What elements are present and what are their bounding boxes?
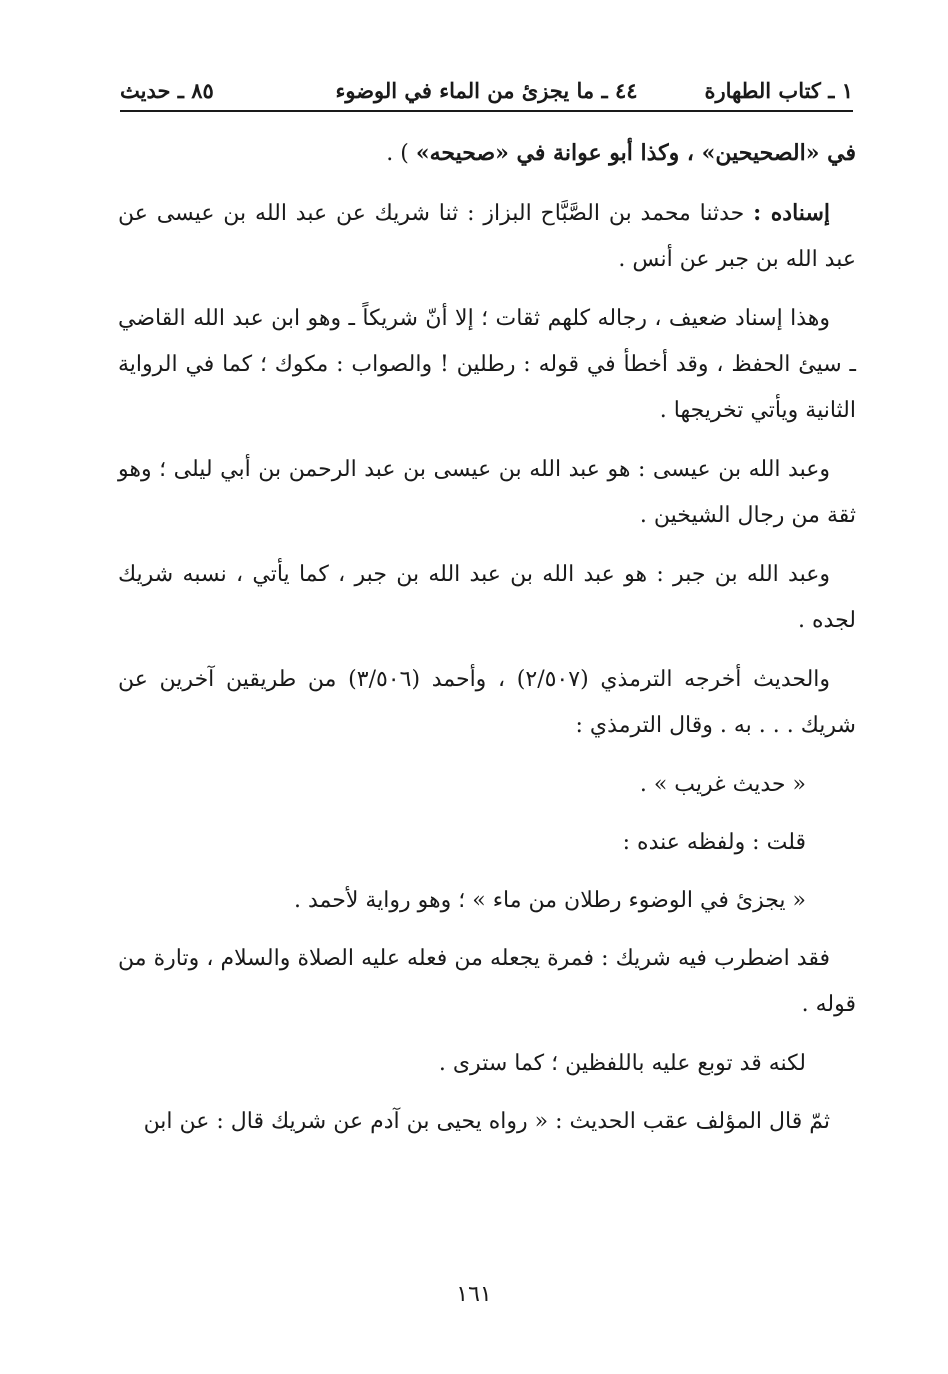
paragraph-isnad xyxy=(118,190,856,283)
page-number: ١٦١ xyxy=(456,1282,492,1307)
paragraph-takhrij: والحديث أخرجه الترمذي (٢/٥٠٧) ، وأحمد (٣/٥٠٦) من طريقين آخرين عن شريك . . . به . وقال الترمذي : xyxy=(118,667,856,738)
bold-lead: في «الصحيحين» ، وكذا أبو عوانة في «صحيحه» xyxy=(415,140,856,166)
running-header xyxy=(120,68,853,112)
paragraph-text: حدثنا محمد بن الصَّبَّاح البزاز : ثنا شريك عن عبد الله بن عيسى عن عبد الله بن جبر عن أنس . xyxy=(118,201,856,272)
quote-hadith-text: « يجزئ في الوضوء رطلان من ماء » ؛ وهو رواية لأحمد . xyxy=(294,888,806,913)
paragraph-narrator-ibn-jabr: وعبد الله بن جبر : هو عبد الله بن عبد الله بن جبر ، كما يأتي ، نسبه شريك لجده . xyxy=(118,562,856,633)
paragraph-author-comment: ثمّ قال المؤلف عقب الحديث : « رواه يحيى بن آدم عن شريك قال : عن ابن xyxy=(143,1109,830,1134)
page-body xyxy=(118,130,856,1158)
bold-lead: إسناده : xyxy=(753,200,830,226)
header-chapter-title: ٤٤ ـ ما يجزئ من الماء في الوضوء xyxy=(335,78,638,103)
paragraph-isnad-grading: وهذا إسناد ضعيف ، رجاله كلهم ثقات ؛ إلا أنّ شريكاً ـ وهو ابن عبد الله القاضي ـ سيئ الحفظ ، وقد أخطأ في قوله : رطلين ! والصواب : مكوك ؛ كما في الرواية الثانية ويأتي تخريجها . xyxy=(118,306,856,423)
paragraph-narrator-ibn-isa: وعبد الله بن عيسى : هو عبد الله بن عيسى بن عبد الرحمن بن أبي ليلى ؛ وهو ثقة من رجال الشيخين . xyxy=(118,457,856,528)
header-book-title: ١ ـ كتاب الطهارة xyxy=(704,78,853,103)
note-wording: قلت : ولفظه عنده : xyxy=(622,830,806,855)
paragraph-idtirab: فقد اضطرب فيه شريك : فمرة يجعله من فعله عليه الصلاة والسلام ، وتارة من قوله . xyxy=(118,946,856,1017)
paragraph-mutaba: لكنه قد توبع عليه باللفظين ؛ كما سترى . xyxy=(438,1051,806,1076)
quote-tirmidhi-grading: « حديث غريب » . xyxy=(639,772,806,797)
paragraph-text: ) . xyxy=(386,141,416,166)
header-hadith-number: ٨٥ ـ حديث xyxy=(120,78,214,103)
paragraph-sahihayn xyxy=(118,130,856,177)
